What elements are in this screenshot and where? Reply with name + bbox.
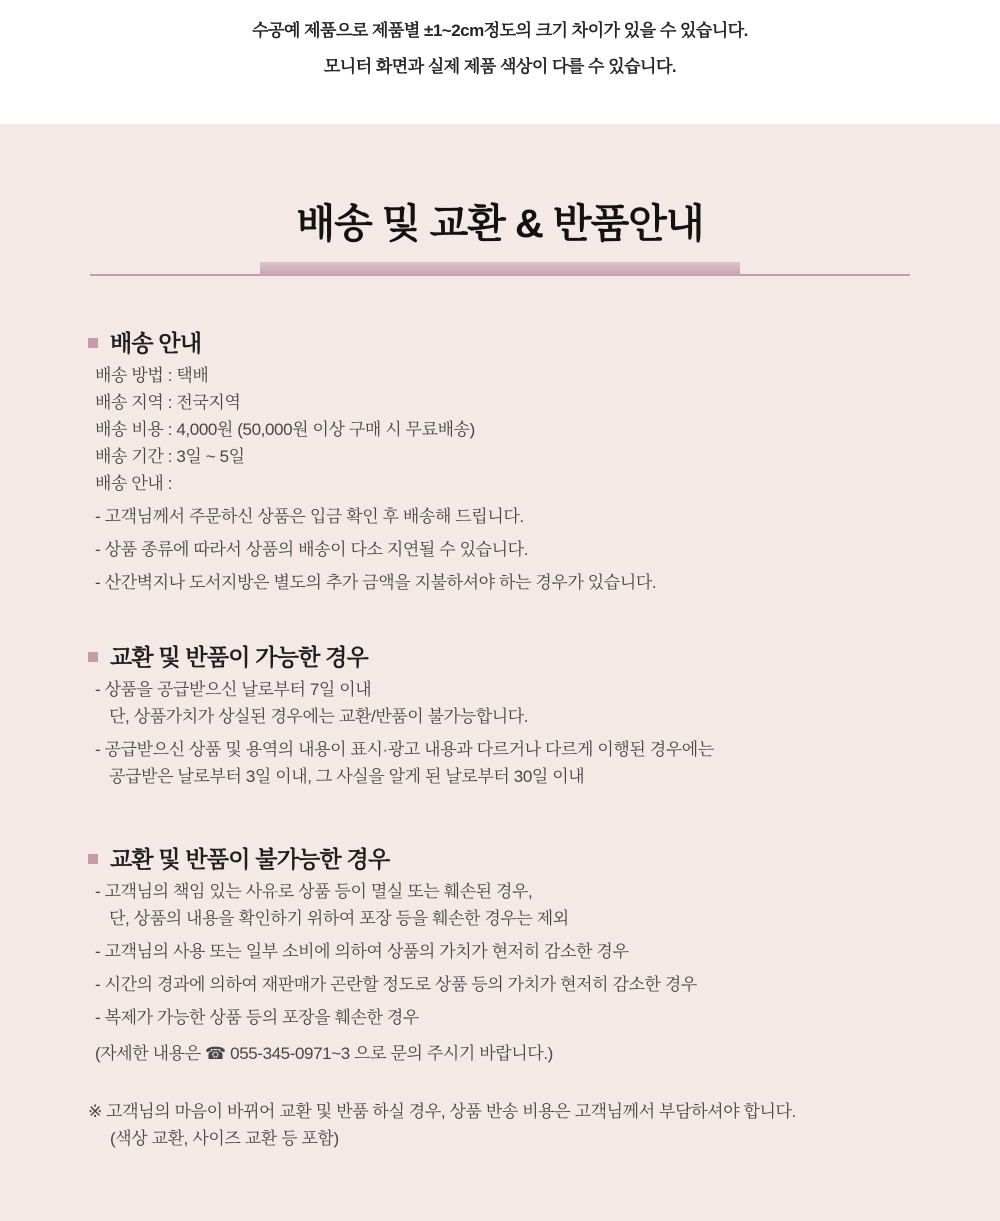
section-items <box>95 503 960 596</box>
title-underline-bar <box>260 262 740 276</box>
section-items <box>95 878 960 1031</box>
section-items <box>95 676 960 790</box>
info-line: 배송 비용 : 4,000원 (50,000원 이상 구매 시 무료배송) <box>95 420 475 439</box>
dash-line-continuation: 단, 상품의 내용을 확인하기 위하여 포장 등을 훼손한 경우는 제외 <box>109 909 569 928</box>
section-heading <box>88 330 960 356</box>
return-cost-note-line-1: ※ 고객님의 마음이 바뀌어 교환 및 반품 하실 경우, 상품 반송 비용은 고객님께서 부담하셔야 합니다. <box>88 1102 796 1121</box>
return-cost-note-line-2: (색상 교환, 사이즈 교환 등 포함) <box>110 1129 339 1148</box>
section-body <box>88 362 960 596</box>
handmade-notice-line-1: 수공예 제품으로 제품별 ±1~2cm정도의 크기 차이가 있을 수 있습니다. <box>252 21 748 40</box>
square-bullet-icon <box>88 652 98 662</box>
sections-content <box>0 330 1000 1031</box>
contact-phone-line: (자세한 내용은 ☎ 055-345-0971~3 으로 문의 주시기 바랍니다.) <box>95 1044 553 1063</box>
section-body <box>88 676 960 790</box>
page-title: 배송 및 교환 & 반품안내 <box>296 202 704 246</box>
dash-line-continuation: 공급받은 날로부터 3일 이내, 그 사실을 알게 된 날로부터 30일 이내 <box>109 767 585 786</box>
info-line: 배송 기간 : 3일 ~ 5일 <box>95 447 245 466</box>
title-underline <box>0 262 1000 278</box>
dash-line: - 복제가 가능한 상품 등의 포장을 훼손한 경우 <box>95 1008 419 1027</box>
square-bullet-icon <box>88 338 98 348</box>
return-cost-note <box>88 1098 1000 1152</box>
info-line: 배송 안내 : <box>95 474 173 493</box>
section-heading-label: 교환 및 반품이 불가능한 경우 <box>110 846 390 872</box>
section-heading-label: 배송 안내 <box>110 330 202 356</box>
info-section <box>88 644 960 790</box>
square-bullet-icon <box>88 854 98 864</box>
dash-line: - 고객님께서 주문하신 상품은 입금 확인 후 배송해 드립니다. <box>95 507 524 526</box>
shipping-returns-panel <box>0 124 1000 1221</box>
section-body <box>88 878 960 1031</box>
dash-line: - 고객님의 책임 있는 사유로 상품 등이 멸실 또는 훼손된 경우, <box>95 882 533 901</box>
footer-notes <box>0 1040 1000 1152</box>
section-heading <box>88 644 960 670</box>
dash-line: - 시간의 경과에 의하여 재판매가 곤란할 정도로 상품 등의 가치가 현저히 감소한 경우 <box>95 975 697 994</box>
dash-line: - 상품을 공급받으신 날로부터 7일 이내 <box>95 680 372 699</box>
info-line: 배송 지역 : 전국지역 <box>95 393 241 412</box>
dash-line: - 산간벽지나 도서지방은 별도의 추가 금액을 지불하셔야 하는 경우가 있습니다. <box>95 573 657 592</box>
handmade-notice <box>0 0 1000 124</box>
dash-line: - 상품 종류에 따라서 상품의 배송이 다소 지연될 수 있습니다. <box>95 540 529 559</box>
section-info-lines <box>95 362 960 497</box>
handmade-notice-line-2: 모니터 화면과 실제 제품 색상이 다를 수 있습니다. <box>323 57 677 76</box>
info-line: 배송 방법 : 택배 <box>95 366 209 385</box>
dash-line: - 공급받으신 상품 및 용역의 내용이 표시·광고 내용과 다르거나 다르게 이행된 경우에는 <box>95 740 714 759</box>
info-section <box>88 846 960 1031</box>
dash-line: - 고객님의 사용 또는 일부 소비에 의하여 상품의 가치가 현저히 감소한 경우 <box>95 942 629 961</box>
info-section <box>88 330 960 596</box>
section-heading <box>88 846 960 872</box>
dash-line-continuation: 단, 상품가치가 상실된 경우에는 교환/반품이 불가능합니다. <box>109 707 529 726</box>
section-heading-label: 교환 및 반품이 가능한 경우 <box>110 644 368 670</box>
